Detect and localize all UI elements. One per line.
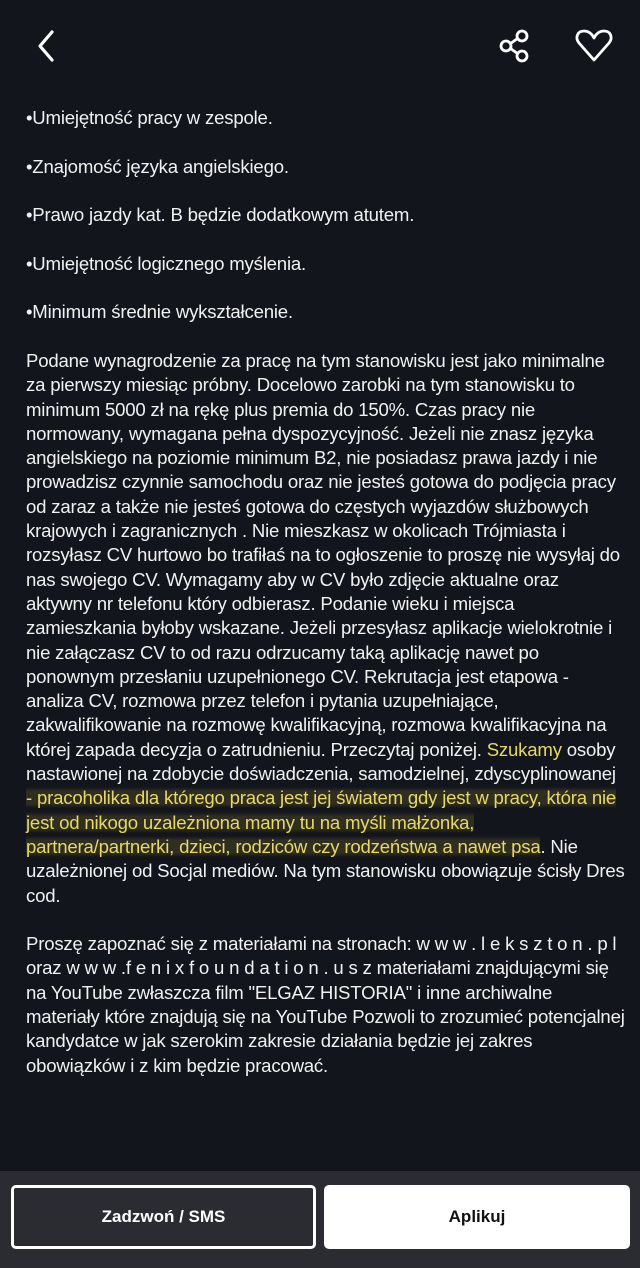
materials-paragraph: Proszę zapoznać się z materiałami na stronach: w w w . l e k s z t o n . p l oraz w w w .f e n i x f o u n d a t i o n . u s z materiałami znajdującymi się na YouTube zwłaszcza film "ELGAZ HISTORIA" i inne archiwalne materiały które znajdują się na YouTube Pozwoli to zrozumieć potencjalnej kandydatce w jak szerokim zakresie działania będzie jej zakres obowiązków i z kim będzie pracować. bbox=[26, 933, 625, 1076]
share-icon bbox=[497, 28, 533, 64]
heart-outline-icon bbox=[574, 28, 614, 64]
highlighted-text: - pracoholika dla którego praca jest jej światem gdy jest w pracy, która nie jest od nikogo uzależniona mamy tu na myśli małżonka, partnera/partnerki, dzieci, rodziców czy rodzeństwa a nawet psa bbox=[26, 787, 617, 857]
requirement-item: •Prawo jazdy kat. B będzie dodatkowym atutem. bbox=[26, 204, 415, 226]
requirement-item: •Znajomość języka angielskiego. bbox=[26, 155, 289, 177]
highlighted-text: Szukamy bbox=[486, 738, 562, 760]
description-text: Podane wynagrodzenie za pracę na tym stanowisku jest jako minimalne za pierwszy miesiąc próbny. Docelowo zarobki na tym stanowisku to minimum 5000 zł na rękę plus premia do 150%. Czas pracy nie normowany, wymagana pełna dyspozycyjność. Jeżeli nie znasz języka angielskiego na poziomie minimum B2, nie posiadasz prawa jazdy i nie prowadzisz czynnie samochodu oraz nie jesteś gotowa do podjęcia pracy od zaraz a także nie jesteś gotowa do częstych wyjazdów służbowych krajowych i zagranicznych . Nie mieszkasz w okolicach Trójmiasta i rozsyłasz CV hurtowo bo trafiłaś na to ogłoszenie to proszę nie wysyłaj do nas swojego CV. Wymagamy aby w CV było zdjęcie aktualne oraz aktywny nr telefonu który odbierasz. Podanie wieku i miejsca zamieszkania byłoby wskazane. Jeżeli przesyłasz aplikacje wielokrotnie i nie załączasz CV to od razu odrzucamy taką aplikację nawet po ponownym przesłaniu uzupełnionego CV. Rekrutacja jest etapowa - analiza CV, rozmowa przez telefon i pytania uzupełniające, zakwalifikowanie na rozmowę kwalifikacyjną, rozmowa kwalifikacyjna na której zapada decyzja o zatrudnieniu. Przeczytaj poniżej. bbox=[26, 349, 620, 760]
requirement-item: •Minimum średnie wykształcenie. bbox=[26, 301, 293, 323]
back-button[interactable] bbox=[22, 22, 70, 70]
requirement-item: •Umiejętność logicznego myślenia. bbox=[26, 252, 306, 274]
top-bar bbox=[0, 0, 640, 96]
job-description bbox=[26, 106, 626, 1078]
requirement-item: •Umiejętność pracy w zespole. bbox=[26, 107, 273, 128]
action-footer bbox=[0, 1171, 640, 1268]
apply-button[interactable]: Aplikuj bbox=[324, 1185, 630, 1249]
call-sms-button[interactable]: Zadzwoń / SMS bbox=[11, 1185, 316, 1249]
description-paragraph bbox=[26, 349, 626, 908]
chevron-left-icon bbox=[32, 26, 60, 66]
description-text: osoby nastawionej na zdobycie doświadczenia, samodzielnej, zdyscyplinowanej bbox=[26, 738, 616, 785]
description-text: . Nie uzależnionej od Socjal mediów. Na tym stanowisku obowiązuje ścisły Dres cod. bbox=[26, 835, 625, 906]
share-button[interactable] bbox=[491, 22, 539, 70]
favorite-button[interactable] bbox=[570, 22, 618, 70]
